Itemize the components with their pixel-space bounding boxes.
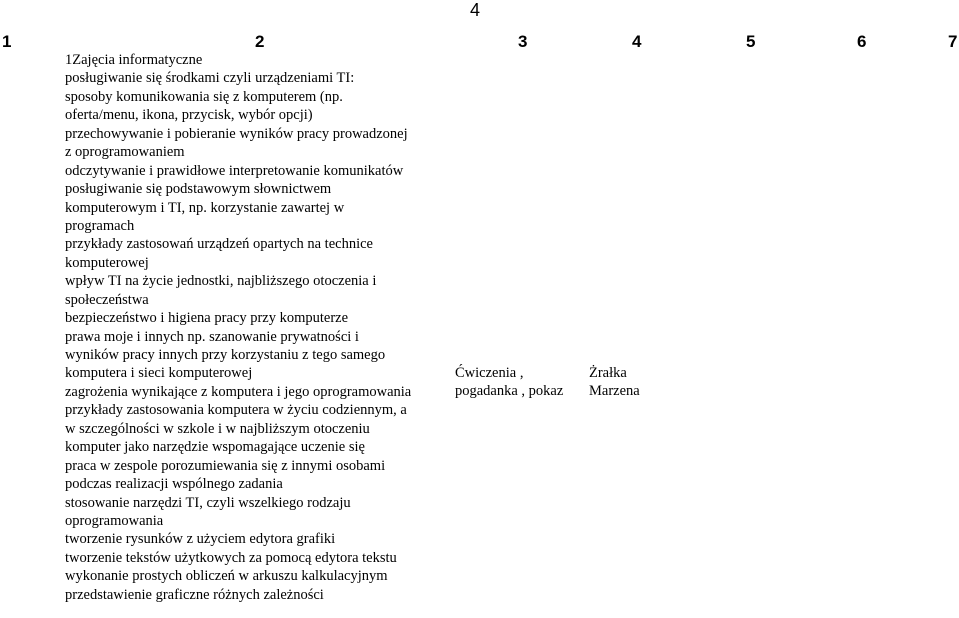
content-line: oferta/menu, ikona, przycisk, wybór opcji) — [65, 107, 313, 124]
column-header-7: 7 — [948, 32, 958, 51]
page-number: 4 — [470, 0, 481, 20]
content-line: praca w zespole porozumiewania się z innymi osobami — [65, 457, 386, 474]
content-line: wpływ TI na życie jednostki, najbliższego otoczenia i — [65, 273, 377, 290]
column-header-2: 2 — [255, 32, 265, 51]
content-line: prawa moje i innych np. szanowanie prywatności i — [65, 328, 359, 345]
content-line: komputera i sieci komputerowej — [65, 365, 253, 382]
content-column — [65, 51, 460, 604]
content-line: posługiwanie się środkami czyli urządzeniami TI: — [65, 70, 355, 87]
column-header-1: 1 — [2, 32, 12, 51]
content-line: 1Zajęcia informatyczne — [65, 52, 203, 68]
content-line: komputerowym i TI, np. korzystanie zawartej w — [65, 199, 345, 216]
content-line: przykłady zastosowania komputera w życiu codziennym, a — [65, 402, 407, 419]
content-line: przechowywanie i pobieranie wyników pracy prowadzonej — [65, 125, 408, 142]
content-line: zagrożenia wynikające z komputera i jego oprogramowania — [65, 383, 412, 400]
content-line: z oprogramowaniem — [65, 144, 185, 161]
content-line: wyników pracy innych przy korzystaniu z tego samego — [65, 347, 386, 363]
column-header-6: 6 — [857, 32, 867, 51]
content-line: przykłady zastosowań urządzeń opartych na technice — [65, 236, 373, 253]
content-line: stosowanie narzędzi TI, czyli wszelkiego rodzaju — [65, 494, 351, 511]
content-line: programach — [65, 217, 135, 234]
content-line: posługiwanie się podstawowym słownictwem — [65, 181, 332, 198]
source-text-line-1: Żrałka — [589, 365, 627, 381]
content-line: w szczególności w szkole i w najbliższym otoczeniu — [65, 420, 370, 437]
methods-text-line-1: Ćwiczenia , — [455, 365, 524, 381]
content-line: odczytywanie i prawidłowe interpretowanie komunikatów — [65, 162, 404, 179]
content-line: bezpieczeństwo i higiena pracy przy komputerze — [65, 310, 349, 327]
source-text-line-2: Marzena — [589, 383, 640, 399]
content-line: sposoby komunikowania się z komputerem (np. — [65, 88, 343, 105]
content-line: komputerowej — [65, 254, 149, 271]
content-line: podczas realizacji wspólnego zadania — [65, 476, 283, 493]
column-header-3: 3 — [518, 32, 528, 51]
column-header-5: 5 — [746, 32, 756, 51]
content-line: komputer jako narzędzie wspomagające uczenie się — [65, 439, 365, 456]
methods-text-line-2: pogadanka , pokaz — [455, 383, 564, 399]
content-line: tworzenie rysunków z użyciem edytora grafiki — [65, 531, 336, 548]
content-line: społeczeństwa — [65, 291, 149, 308]
content-line: wykonanie prostych obliczeń w arkuszu kalkulacyjnym — [65, 568, 388, 585]
column-header-4: 4 — [632, 32, 642, 51]
content-line: przedstawienie graficzne różnych zależności — [65, 586, 324, 603]
content-line: oprogramowania — [65, 512, 164, 529]
content-line: tworzenie tekstów użytkowych za pomocą edytora tekstu — [65, 549, 397, 566]
